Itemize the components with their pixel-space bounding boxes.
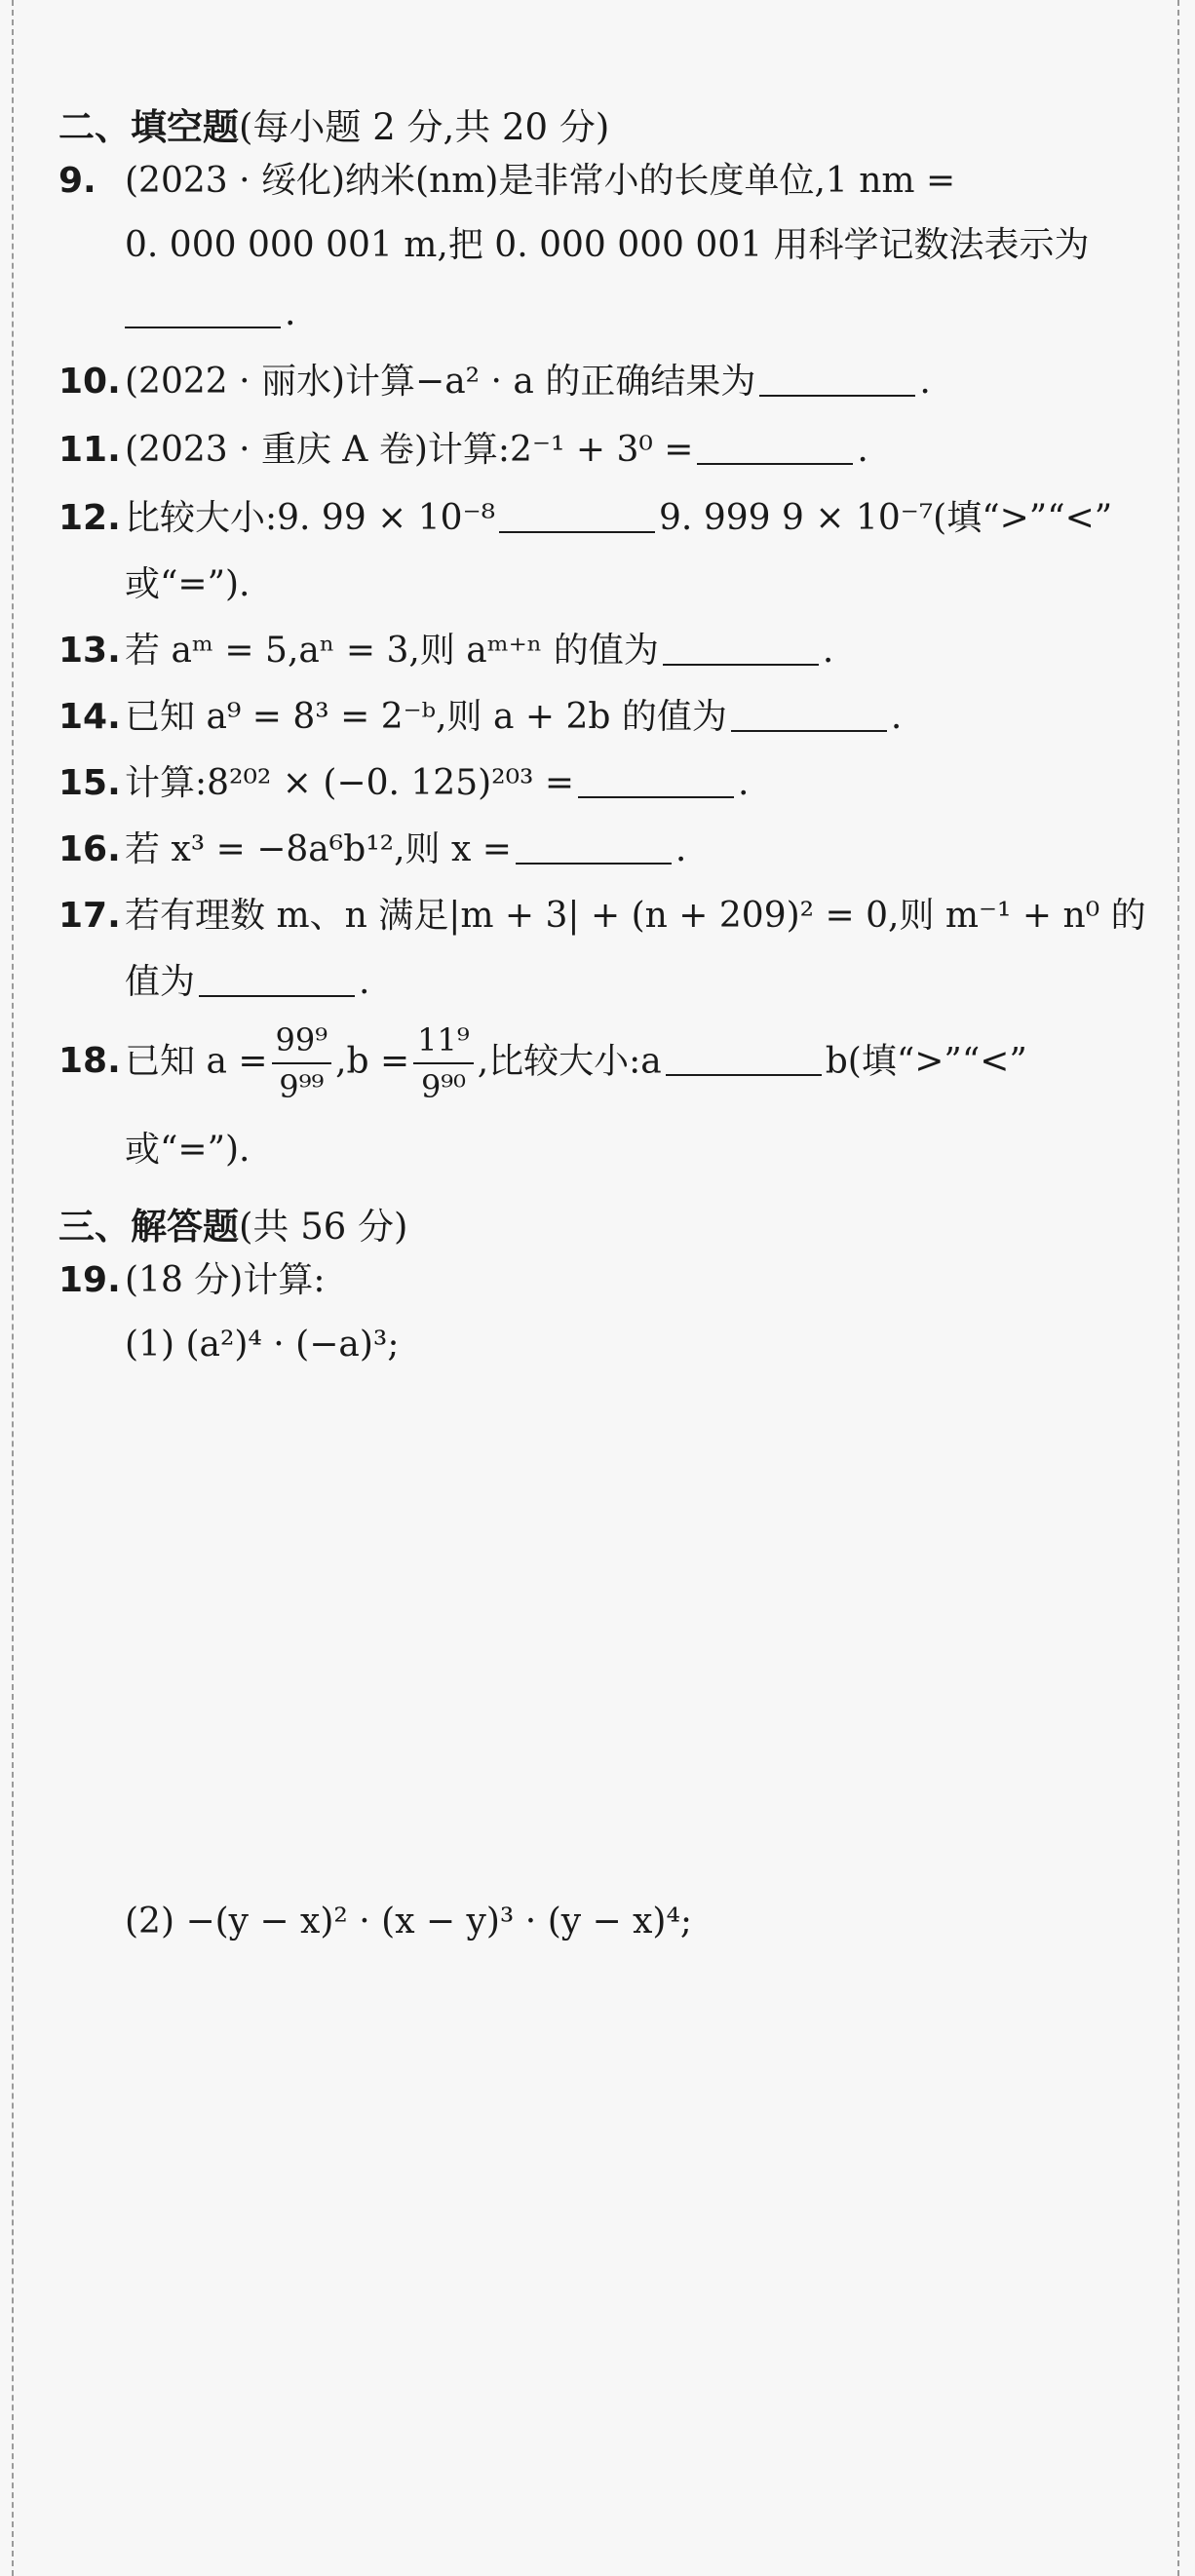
question-11-answer-blank[interactable] — [697, 434, 853, 465]
question-15-answer-blank[interactable] — [578, 767, 734, 798]
question-18-text-mid: ,b = — [335, 1041, 410, 1082]
question-9-line-3 — [125, 293, 296, 333]
question-11-tail: . — [857, 430, 868, 470]
question-19-part-2-text: (2) −(y − x)² · (x − y)³ · (y − x)⁴; — [125, 1902, 693, 1942]
question-9-text-2: 0. 000 000 001 m,把 0. 000 000 001 用科学记数法表示为 — [125, 225, 1090, 265]
question-15-number: 15. — [58, 763, 121, 803]
question-10-answer-blank[interactable] — [759, 365, 915, 397]
fraction-a-denominator: 9⁹⁹ — [279, 1068, 325, 1106]
question-9-line-1 — [58, 161, 956, 201]
fraction-b-denominator: 9⁹⁰ — [420, 1068, 466, 1106]
fraction-a-numerator: 99⁹ — [272, 1021, 332, 1064]
fraction-b-numerator: 11⁹ — [413, 1021, 474, 1064]
question-12-line-2 — [125, 564, 251, 604]
question-9-text-1: (2023 · 绥化)纳米(nm)是非常小的长度单位,1 nm = — [125, 161, 956, 201]
section-3-heading — [58, 1197, 407, 1250]
question-10-text: (2022 · 丽水)计算−a² · a 的正确结果为 — [125, 362, 756, 402]
question-16-tail: . — [675, 829, 687, 869]
question-12-text-2: 或“=”). — [125, 564, 251, 604]
question-19-part-1 — [125, 1327, 399, 1363]
question-17-tail: . — [359, 962, 370, 1002]
question-14-answer-blank[interactable] — [731, 701, 887, 732]
question-14 — [58, 697, 903, 737]
question-16-number: 16. — [58, 829, 121, 869]
question-14-tail: . — [890, 697, 903, 737]
section-2-heading — [58, 97, 609, 150]
section-2-note: (每小题 2 分,共 20 分) — [239, 106, 610, 148]
fraction-b — [413, 1021, 474, 1106]
fraction-a — [272, 1021, 332, 1106]
question-12-text-pre: 比较大小:9. 99 × 10⁻⁸ — [125, 498, 496, 538]
question-12-answer-blank[interactable] — [499, 502, 655, 533]
question-13-number: 13. — [58, 631, 121, 671]
question-16 — [58, 829, 687, 869]
question-11-text: (2023 · 重庆 A 卷)计算:2⁻¹ + 3⁰ = — [125, 430, 694, 470]
question-9-line-2 — [125, 225, 1090, 265]
section-2-title: 二、填空题 — [58, 106, 239, 148]
left-cut-line — [12, 0, 14, 2576]
question-17-line-1 — [58, 896, 1146, 936]
question-13-tail: . — [822, 631, 834, 671]
question-18-answer-blank[interactable] — [666, 1045, 822, 1076]
question-13-answer-blank[interactable] — [663, 634, 819, 666]
question-12-text-post: 9. 999 9 × 10⁻⁷(填“>”“<” — [659, 498, 1113, 538]
question-17-text-2: 值为 — [125, 962, 196, 1002]
right-cut-line — [1177, 0, 1179, 2576]
question-15-text: 计算:8²⁰² × (−0. 125)²⁰³ = — [125, 763, 575, 803]
question-17-text-1: 若有理数 m、n 满足|m + 3| + (n + 209)² = 0,则 m⁻¹ + n⁰ 的 — [125, 896, 1146, 936]
question-12-number: 12. — [58, 498, 121, 538]
question-19-part-1-text: (1) (a²)⁴ · (−a)³; — [125, 1325, 400, 1365]
question-16-text: 若 x³ = −8a⁶b¹²,则 x = — [125, 829, 512, 869]
question-9-number: 9. — [58, 161, 96, 201]
question-18-text-post-1: ,比较大小:a — [477, 1041, 662, 1082]
question-12-line-1 — [58, 498, 1113, 538]
question-9-tail: . — [285, 293, 296, 333]
question-9-answer-blank[interactable] — [125, 297, 281, 328]
question-11-number: 11. — [58, 430, 121, 470]
question-15 — [58, 763, 750, 803]
question-19-part-2 — [125, 1904, 692, 1940]
question-14-text: 已知 a⁹ = 8³ = 2⁻ᵇ,则 a + 2b 的值为 — [125, 697, 727, 737]
section-3-title: 三、解答题 — [58, 1206, 239, 1248]
question-19 — [58, 1260, 326, 1300]
question-13-text: 若 aᵐ = 5,aⁿ = 3,则 aᵐ⁺ⁿ 的值为 — [125, 631, 659, 671]
question-10-tail: . — [919, 362, 931, 402]
section-3-note: (共 56 分) — [239, 1206, 408, 1248]
question-10 — [58, 362, 931, 402]
question-18-line-2 — [125, 1130, 251, 1170]
question-15-tail: . — [738, 763, 750, 803]
question-17-answer-blank[interactable] — [199, 966, 355, 997]
question-16-answer-blank[interactable] — [516, 833, 672, 865]
question-10-number: 10. — [58, 362, 121, 402]
question-19-number: 19. — [58, 1260, 121, 1300]
question-11 — [58, 430, 868, 470]
question-13 — [58, 631, 834, 671]
question-19-text: (18 分)计算: — [125, 1260, 326, 1300]
question-18-line-1 — [58, 1021, 1027, 1106]
question-17-line-2 — [125, 962, 370, 1002]
question-18-text-2: 或“=”). — [125, 1130, 251, 1170]
question-18-text-post-2: b(填“>”“<” — [825, 1041, 1027, 1082]
question-14-number: 14. — [58, 697, 121, 737]
question-18-number: 18. — [58, 1041, 121, 1082]
question-18-text-pre: 已知 a = — [125, 1041, 268, 1082]
question-17-number: 17. — [58, 896, 121, 936]
